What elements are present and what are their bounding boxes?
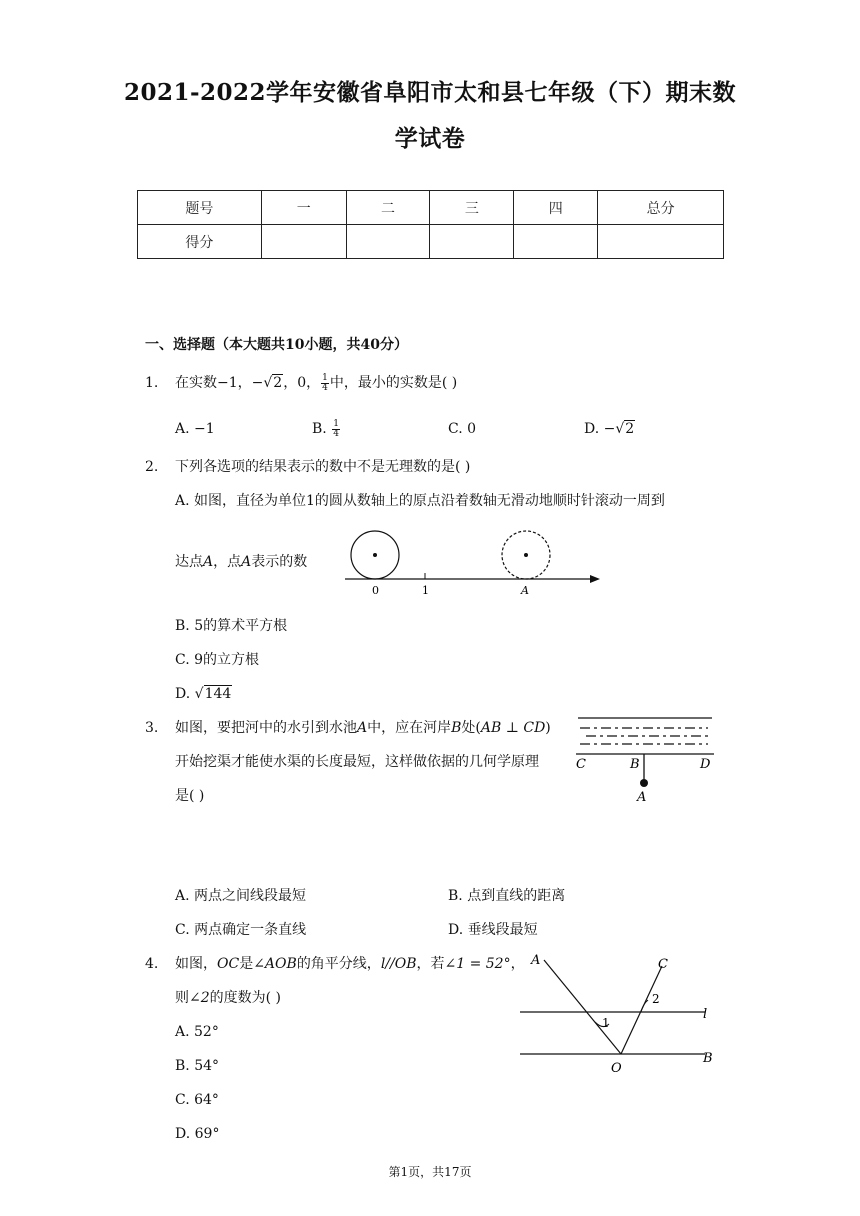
question-2-option-a-line-2	[175, 552, 307, 572]
table-cell: 题号	[138, 191, 262, 225]
numerator: 1	[333, 418, 339, 429]
table-cell: 总分	[598, 191, 724, 225]
text: )	[545, 720, 551, 736]
table-cell-empty	[261, 225, 346, 259]
question-1-option-d	[584, 419, 635, 439]
question-2-option-b: B. 5的算术平方根	[175, 618, 288, 634]
text: 达点	[175, 554, 203, 570]
table-cell: 得分	[138, 225, 262, 259]
question-2-option-d	[175, 684, 232, 704]
angle-bisector-figure	[515, 948, 720, 1078]
table-cell: 三	[430, 191, 514, 225]
river-canal-figure	[572, 712, 722, 804]
question-1-option-a: A. −1	[175, 421, 215, 437]
option-label: B.	[312, 421, 327, 437]
square-root: √2	[263, 375, 283, 391]
text: ，	[510, 956, 525, 972]
question-4-option-a: A. 52°	[175, 1024, 219, 1040]
stem-text: 在实数	[175, 375, 217, 391]
variable: A	[357, 720, 368, 736]
label-one: 1	[422, 584, 429, 597]
denominator: 4	[333, 428, 339, 439]
question-4-line-2	[175, 988, 281, 1008]
arrow-head-icon	[590, 575, 600, 583]
label-c: C	[576, 757, 586, 772]
expression: ∠AOB	[253, 956, 297, 972]
question-3-line-3: 是( )	[175, 788, 205, 804]
text: ，若	[416, 956, 445, 972]
text: 的角平分线，	[296, 956, 381, 972]
question-3-option-c: C. 两点确定一条直线	[175, 922, 307, 938]
label-a: A	[521, 584, 529, 597]
question-3-line-2: 开始挖渠才能使水渠的长度最短，这样做依据的几何学原理	[175, 754, 539, 770]
table-cell-empty	[598, 225, 724, 259]
variable: B	[451, 720, 462, 736]
stem-text: ，0，	[283, 375, 321, 391]
text: 如图，	[175, 956, 217, 972]
table-cell: 一	[261, 191, 346, 225]
question-1-stem	[175, 373, 457, 393]
circle-center-dot	[524, 553, 528, 557]
question-2-number: 2.	[145, 459, 159, 475]
question-4-option-c: C. 64°	[175, 1092, 219, 1108]
document-title-line-2: 学试卷	[394, 125, 466, 152]
question-4-option-d: D. 69°	[175, 1126, 220, 1142]
number-line-circle-figure	[340, 526, 610, 600]
table-cell: 四	[514, 191, 598, 225]
label-b: B	[703, 1051, 713, 1066]
question-2-stem: 下列各选项的结果表示的数中不是无理数的是( )	[175, 459, 471, 475]
table-cell-empty	[346, 225, 430, 259]
label-o: O	[611, 1061, 622, 1076]
question-4-line-1	[175, 954, 525, 974]
text: ，点	[213, 554, 242, 570]
text: 处(	[461, 720, 481, 736]
section-heading: 一、选择题（本大题共10小题，共40分）	[145, 337, 408, 353]
page-footer: 第1页，共17页	[388, 1165, 472, 1179]
circle-center-dot	[373, 553, 377, 557]
question-3-line-1	[175, 718, 551, 738]
ray-oa	[544, 960, 621, 1054]
question-3-option-a: A. 两点之间线段最短	[175, 888, 307, 904]
pool-point-a	[640, 779, 648, 787]
question-3-option-d: D. 垂线段最短	[448, 922, 538, 938]
label-zero: 0	[372, 584, 379, 597]
square-root: √144	[194, 686, 232, 702]
question-2-option-c: C. 9的立方根	[175, 652, 260, 668]
text: 中，应在河岸	[367, 720, 452, 736]
label-l: l	[703, 1007, 708, 1022]
question-4-option-b: B. 54°	[175, 1058, 220, 1074]
question-1-number: 1.	[145, 375, 159, 391]
stem-text: 中，最小的实数是( )	[329, 375, 458, 391]
score-table-score-row	[138, 225, 724, 259]
fraction	[321, 374, 329, 393]
text: 表示的数	[251, 554, 308, 570]
stem-text: −1，	[217, 375, 252, 391]
question-3-number: 3.	[145, 720, 159, 736]
score-table-header-row	[138, 191, 724, 225]
label-d: D	[700, 757, 711, 772]
variable: A	[203, 554, 214, 570]
question-1-option-b	[312, 419, 341, 439]
table-cell-empty	[430, 225, 514, 259]
expression: ∠2	[189, 990, 210, 1006]
text: 是	[239, 956, 254, 972]
radicand: 144	[204, 686, 232, 702]
score-table	[137, 190, 724, 259]
question-2-option-a-line-1: A. 如图，直径为单位1的圆从数轴上的原点沿着数轴无滑动地顺时针滚动一周到	[175, 493, 665, 509]
table-cell-empty	[514, 225, 598, 259]
question-3-option-b: B. 点到直线的距离	[448, 888, 566, 904]
option-label: D. −	[584, 421, 616, 437]
expression: AB ⊥ CD	[480, 720, 546, 736]
question-4-number: 4.	[145, 956, 159, 972]
text: 如图，要把河中的水引到水池	[175, 720, 357, 736]
denominator: 4	[322, 382, 328, 393]
variable: OC	[217, 956, 240, 972]
label-a: A	[637, 790, 647, 804]
radicand: 2	[625, 421, 635, 437]
table-cell: 二	[346, 191, 430, 225]
document-title-line-1: 2021-2022学年安徽省阜阳市太和县七年级（下）期末数	[123, 79, 737, 106]
text: 的度数为( )	[209, 990, 282, 1006]
stem-text: −	[251, 375, 264, 391]
text: 则	[175, 990, 189, 1006]
radicand: 2	[273, 375, 283, 391]
label-a: A	[531, 953, 541, 968]
question-1-option-c: C. 0	[448, 421, 477, 437]
numerator: 1	[322, 372, 328, 383]
label-angle-2: 2	[652, 992, 660, 1006]
variable: A	[241, 554, 252, 570]
label-c: C	[658, 957, 668, 972]
expression: ∠1 = 52°	[444, 956, 511, 972]
option-label: D.	[175, 686, 191, 702]
label-angle-1: 1	[602, 1016, 610, 1030]
fraction	[332, 420, 340, 439]
expression: l//OB	[380, 956, 417, 972]
label-b: B	[630, 757, 640, 772]
square-root: √2	[615, 421, 635, 437]
